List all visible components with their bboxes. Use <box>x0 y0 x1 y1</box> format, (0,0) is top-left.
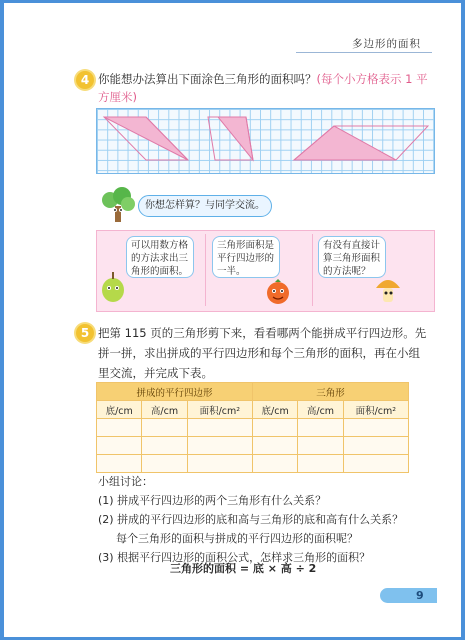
table-row <box>97 437 409 455</box>
column-header: 底/cm <box>252 401 297 419</box>
table-cell[interactable] <box>298 419 343 437</box>
prompt-bubble: 你想怎样算？与同学交流。 <box>138 195 272 217</box>
column-header: 面积/cm² <box>343 401 408 419</box>
table-cell[interactable] <box>187 455 252 473</box>
discussion-item-3: (3) 根据平行四边形的面积公式，怎样求三角形的面积？ <box>98 551 371 564</box>
orange-character-icon <box>262 278 294 306</box>
table-group-triangle: 三角形 <box>252 383 408 401</box>
triangle-1 <box>104 117 188 160</box>
results-table <box>96 382 409 473</box>
pear-character-icon <box>100 270 126 304</box>
triangle-2 <box>218 117 253 160</box>
table-cell[interactable] <box>343 419 408 437</box>
table-cell[interactable] <box>97 437 142 455</box>
table-cell[interactable] <box>142 437 187 455</box>
table-row <box>97 455 409 473</box>
table-cell[interactable] <box>187 419 252 437</box>
triangle-figures <box>96 108 433 172</box>
page-header: 多边形的面积 <box>352 38 421 50</box>
table-cell[interactable] <box>97 419 142 437</box>
page-number-bar <box>380 588 437 603</box>
group-discussion <box>98 472 438 567</box>
table-cell[interactable] <box>252 419 297 437</box>
panel-divider <box>312 234 313 306</box>
table-cell[interactable] <box>142 455 187 473</box>
table-cell[interactable] <box>343 437 408 455</box>
triangle-3 <box>294 126 396 160</box>
table-cell[interactable] <box>187 437 252 455</box>
column-header: 面积/cm² <box>187 401 252 419</box>
table-cell[interactable] <box>298 437 343 455</box>
problem-5-text: 把第 115 页的三角形剪下来，看看哪两个能拼成平行四边形。先拼一拼，求出拼成的平行四边形和每个三角形的面积，再在小组里交流，并完成下表。 <box>98 326 427 380</box>
speech-bubble-1: 可以用数方格的方法求出三角形的面积。 <box>126 236 194 278</box>
page-number: 9 <box>416 589 424 602</box>
panel-divider <box>205 234 206 306</box>
table-cell[interactable] <box>298 455 343 473</box>
triangle-area-formula: 三角形的面积 = 底 × 高 ÷ 2 <box>170 562 317 575</box>
discussion-item-2: (2) 拼成的平行四边形的底和高与三角形的底和高有什么关系？ <box>98 513 404 526</box>
problem-4-badge: 4 <box>76 71 94 89</box>
table-cell[interactable] <box>252 437 297 455</box>
problem-5-badge: 5 <box>76 324 94 342</box>
mushroom-character-icon <box>374 274 402 306</box>
table-cell[interactable] <box>97 455 142 473</box>
table-row <box>97 419 409 437</box>
discussion-item-2b: 每个三角形的面积与拼成的平行四边形的面积呢？ <box>116 532 358 545</box>
header-rule <box>296 52 432 53</box>
discussion-title: 小组讨论： <box>98 475 153 488</box>
speech-bubble-2: 三角形面积是平行四边形的一半。 <box>212 236 280 278</box>
problem-4-text <box>98 70 428 106</box>
problem-4-note: (每个小方格表示 1 平方厘米) <box>98 72 428 104</box>
column-header: 高/cm <box>298 401 343 419</box>
discussion-item-1: (1) 拼成平行四边形的两个三角形有什么关系？ <box>98 494 327 507</box>
table-cell[interactable] <box>142 419 187 437</box>
problem-4-question: 你能想办法算出下面涂色三角形的面积吗？ <box>98 72 317 86</box>
tree-character-icon <box>98 186 138 226</box>
table-cell[interactable] <box>343 455 408 473</box>
column-header: 底/cm <box>97 401 142 419</box>
table-group-parallelogram: 拼成的平行四边形 <box>97 383 253 401</box>
table-cell[interactable] <box>252 455 297 473</box>
speech-bubble-3: 有没有直接计算三角形面积的方法呢？ <box>318 236 386 278</box>
column-header: 高/cm <box>142 401 187 419</box>
